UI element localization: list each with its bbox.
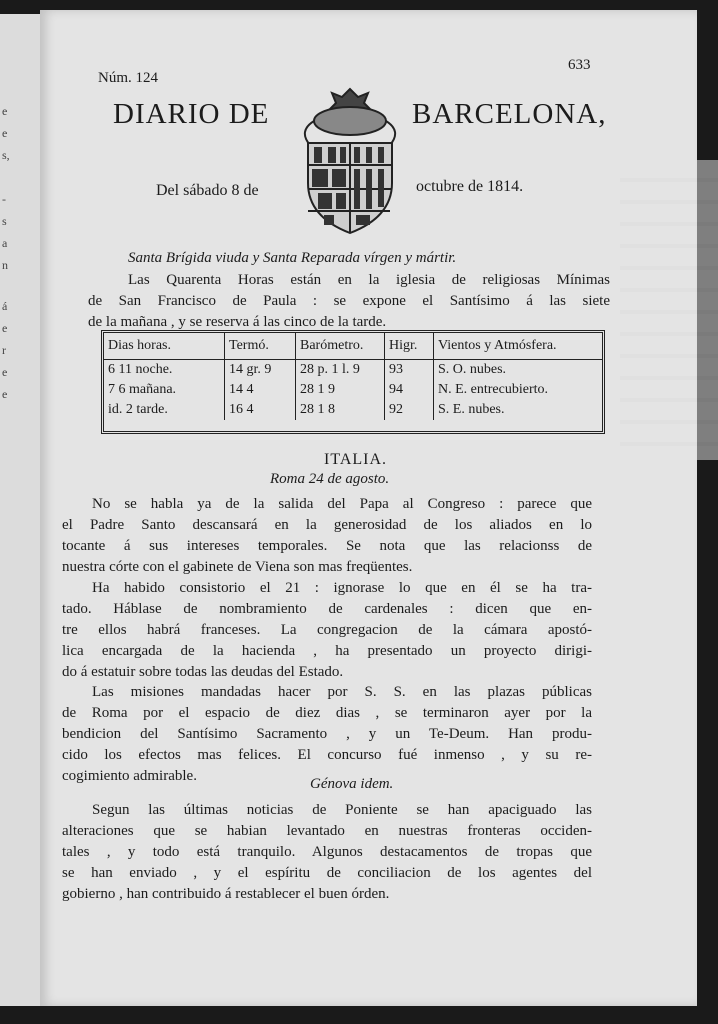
weather-wind: S. O. nubes. bbox=[438, 362, 507, 377]
date-left: Del sábado 8 de bbox=[156, 182, 259, 199]
text-line: tales , y todo está tranquilo. Algunos destacamentos de tropas que bbox=[62, 844, 592, 860]
text-line: bendicion del Santísimo Sacramento , y un Te-Deum. Han produ- bbox=[62, 726, 592, 742]
weather-day: id. 2 tarde. bbox=[104, 400, 225, 420]
left-page-fragment: a bbox=[2, 236, 8, 250]
text-line: gobierno , han contribuido á restablecer el buen órden. bbox=[62, 886, 390, 902]
page-number: 633 bbox=[568, 57, 591, 73]
left-page-fragment: r bbox=[2, 343, 6, 357]
left-page-fragment: s bbox=[2, 214, 7, 228]
left-page-fragment: e bbox=[2, 365, 8, 379]
text-line: el Padre Santo descansará en la generosidad de los aliados en lo bbox=[62, 517, 592, 533]
text-line: cido los efectos mas felices. El concurso fué inmenso , y su re- bbox=[62, 747, 592, 763]
quarenta-horas-notice bbox=[88, 270, 610, 333]
weather-day: 6 11 noche. bbox=[104, 360, 225, 381]
weather-header: Termó. bbox=[225, 333, 296, 360]
weather-header-row bbox=[104, 333, 602, 360]
dateline-genoa: Génova idem. bbox=[310, 776, 394, 792]
weather-row bbox=[104, 360, 602, 381]
newspaper-page bbox=[40, 10, 697, 1006]
left-page-fragment: e bbox=[2, 104, 8, 118]
weather-row bbox=[104, 400, 602, 420]
coat-of-arms-icon bbox=[294, 85, 406, 240]
left-page-fragment: á bbox=[2, 299, 8, 313]
weather-row bbox=[104, 380, 602, 400]
date-right: octubre de 1814. bbox=[416, 178, 524, 195]
text-line: lica encargada de la hacienda , ha presentado un proyecto dirigi- bbox=[62, 643, 592, 659]
text-line: Segun las últimas noticias de Poniente se han apaciguado las bbox=[92, 802, 592, 818]
left-page-fragment: n bbox=[2, 258, 8, 272]
weather-thermo: 14 gr. 9 bbox=[225, 360, 296, 381]
weather-higr: 94 bbox=[385, 380, 434, 400]
left-page-fragment: - bbox=[2, 192, 6, 206]
text-line: tado. Háblase de nombramiento de cardenales : dicen que en- bbox=[62, 601, 592, 617]
weather-thermo: 14 4 bbox=[225, 380, 296, 400]
saints-of-day: Santa Brígida viuda y Santa Reparada vírgen y mártir. bbox=[128, 250, 457, 266]
text-line: cogimiento admirable. bbox=[62, 768, 197, 784]
left-page-fragment: e bbox=[2, 126, 8, 140]
weather-baro: 28 1 9 bbox=[296, 380, 385, 400]
weather-wind: N. E. entrecubierto. bbox=[438, 382, 549, 397]
left-page-fragment: e bbox=[2, 387, 8, 401]
weather-header: Barómetro. bbox=[296, 333, 385, 360]
text-line: do á estatuir sobre todas las deudas del Estado. bbox=[62, 664, 344, 680]
weather-higr: 93 bbox=[385, 360, 434, 381]
weather-header: Vientos y Atmósfera. bbox=[434, 333, 603, 360]
text-line: Ha habido consistorio el 21 : ignorase lo que en él se ha tra- bbox=[92, 580, 592, 596]
text-line: Las misiones mandadas hacer por S. S. en las plazas públicas bbox=[92, 684, 592, 700]
text-line: se han enviado , y el espíritu de conciliacion de los agentes del bbox=[62, 865, 592, 881]
text-line: tocante á sus intereses temporales. Se nota que las relacionss de bbox=[62, 538, 592, 554]
text-line: de San Francisco de Paula : se expone el Santísimo á las siete bbox=[88, 293, 610, 309]
weather-header: Dias horas. bbox=[104, 333, 225, 360]
weather-baro: 28 p. 1 l. 9 bbox=[296, 360, 385, 381]
text-line: No se habla ya de la salida del Papa al Congreso : parece que bbox=[92, 496, 592, 512]
left-page-edge bbox=[0, 14, 42, 1006]
article-paragraph bbox=[62, 494, 592, 578]
left-page-fragment: e bbox=[2, 321, 8, 335]
weather-day: 7 6 mañana. bbox=[104, 380, 225, 400]
weather-baro: 28 1 8 bbox=[296, 400, 385, 420]
text-line: tre ellos habrá franceses. La congregacion de la cámara apostó- bbox=[62, 622, 592, 638]
section-title: ITALIA. bbox=[324, 451, 388, 468]
article-paragraph bbox=[62, 800, 592, 905]
masthead-right: BARCELONA, bbox=[412, 98, 607, 130]
text-line: de la mañana , y se reserva á las cinco de la tarde. bbox=[88, 314, 387, 330]
article-paragraph bbox=[62, 682, 592, 787]
text-line: Las Quarenta Horas están en la iglesia de religiosas Mínimas bbox=[128, 272, 610, 288]
dateline-rome: Roma 24 de agosto. bbox=[270, 471, 390, 487]
text-line: de Roma por el espacio de diez dias , se terminaron ayer por la bbox=[62, 705, 592, 721]
bleed-through bbox=[620, 160, 718, 460]
article-paragraph bbox=[62, 578, 592, 683]
weather-wind: S. E. nubes. bbox=[438, 402, 505, 417]
text-line: nuestra córte con el gabinete de Viena son mas freqüentes. bbox=[62, 559, 413, 575]
masthead-left: DIARIO DE bbox=[113, 98, 270, 130]
issue-number: Núm. 124 bbox=[98, 70, 158, 86]
weather-header: Higr. bbox=[385, 333, 434, 360]
left-page-fragment: s, bbox=[2, 148, 10, 162]
weather-higr: 92 bbox=[385, 400, 434, 420]
weather-thermo: 16 4 bbox=[225, 400, 296, 420]
weather-table bbox=[101, 330, 605, 434]
text-line: alteraciones que se habian levantado en nuestras fronteras occiden- bbox=[62, 823, 592, 839]
